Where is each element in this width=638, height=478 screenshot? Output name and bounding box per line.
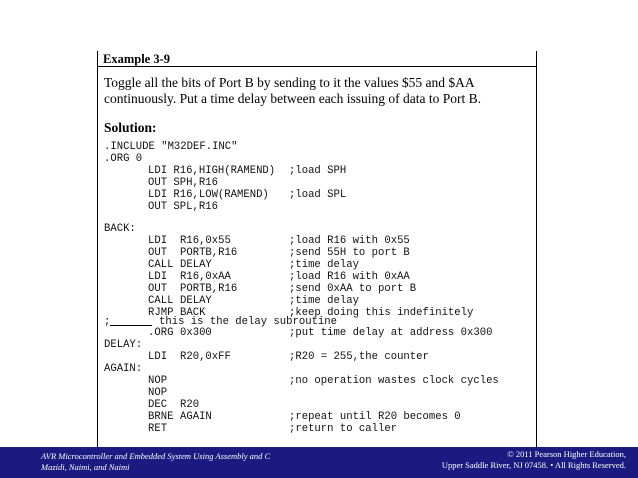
code-line — [104, 411, 461, 423]
code-line — [104, 177, 218, 189]
code-line — [104, 351, 429, 363]
opcode: OUT — [148, 283, 168, 295]
opcode: NOP — [148, 375, 168, 387]
code-line — [104, 153, 142, 165]
operands: DELAY — [180, 259, 212, 271]
comment: ;no operation wastes clock cycles — [289, 375, 499, 387]
opcode: LDI — [148, 351, 168, 363]
opcode: CALL — [148, 259, 174, 271]
comment: ;load R16 with 0xAA — [289, 271, 410, 283]
opcode: OUT — [148, 247, 168, 259]
subroutine-comment-line — [104, 316, 338, 328]
code-line — [104, 235, 410, 247]
code-line — [104, 283, 417, 295]
opcode: RJMP — [148, 307, 174, 319]
label-delay: DELAY: — [104, 339, 143, 351]
code-line — [104, 375, 499, 387]
operands: PORTB,R16 — [180, 247, 238, 259]
opcode: .ORG — [148, 327, 174, 339]
org-directive: .ORG 0 — [104, 153, 143, 165]
label-back: BACK: — [104, 223, 136, 235]
opcode: LDI — [148, 235, 168, 247]
footer-copyright-line2: Upper Saddle River, NJ 07458. • All Rights Reserved. — [441, 460, 626, 470]
comment: ;return to caller — [289, 423, 398, 435]
opcode: NOP — [148, 387, 168, 399]
code-line — [104, 141, 238, 153]
footer-copyright-line1: © 2011 Pearson Higher Education, — [507, 449, 626, 459]
code-line — [104, 423, 398, 435]
code-line — [104, 271, 410, 283]
operands: DELAY — [180, 295, 212, 307]
example-header — [98, 51, 536, 67]
comment: ;send 55H to port B — [289, 247, 410, 259]
comment: ;load R16 with 0x55 — [289, 235, 410, 247]
operands: R16,0xAA — [180, 271, 231, 283]
assembly-code-listing — [104, 141, 499, 435]
comment: ;put time delay at address 0x300 — [289, 327, 493, 339]
comment: ;R20 = 255,the counter — [289, 351, 429, 363]
footer-authors: Mazidi, Naimi, and Naimi — [41, 462, 130, 472]
code-line — [104, 387, 168, 399]
opcode: DEC — [148, 399, 168, 411]
operands: 0x300 — [180, 327, 212, 339]
comment: ;send 0xAA to port B — [289, 283, 417, 295]
semicolon: ; — [104, 316, 111, 328]
comment-dash — [110, 325, 152, 326]
code-line — [104, 189, 347, 201]
operands: AGAIN — [180, 411, 212, 423]
footer-book-info — [41, 451, 270, 473]
textbook-page-scan — [97, 51, 537, 447]
code-line — [104, 259, 359, 271]
comment: ;time delay — [289, 295, 359, 307]
comment: ;repeat until R20 becomes 0 — [289, 411, 461, 423]
comment: ;load SPL — [289, 189, 347, 201]
footer-copyright — [442, 449, 626, 471]
operands: R20 — [180, 399, 200, 411]
include-directive: .INCLUDE "M32DEF.INC" — [104, 141, 238, 153]
code-line — [104, 295, 359, 307]
slide-footer — [0, 447, 638, 478]
code-line — [104, 223, 142, 235]
code-line — [104, 247, 410, 259]
footer-book-title: AVR Microcontroller and Embedded System Using Assembly and C — [41, 451, 271, 461]
opcode: RET — [148, 423, 168, 435]
code-line — [104, 339, 142, 351]
code-line — [104, 165, 347, 177]
code-line — [104, 201, 218, 213]
opcode: CALL — [148, 295, 174, 307]
code-line — [104, 363, 142, 375]
operands: BACK — [180, 307, 206, 319]
operands: PORTB,R16 — [180, 283, 238, 295]
comment: ;time delay — [289, 259, 359, 271]
code-line — [104, 399, 200, 411]
opcode: BRNE — [148, 411, 174, 423]
instruction: OUT SPL,R16 — [148, 201, 218, 213]
operands: R20,0xFF — [180, 351, 231, 363]
operands: R16,0x55 — [180, 235, 231, 247]
instruction: LDI R16,LOW(RAMEND) — [148, 189, 269, 201]
solution-label: Solution: — [104, 120, 157, 135]
code-line — [104, 327, 493, 339]
subroutine-comment: this is the delay subroutine — [159, 316, 338, 328]
instruction: LDI R16,HIGH(RAMEND) — [148, 165, 276, 177]
problem-statement: Toggle all the bits of Port B by sending to it the values $55 and $AA continuously. Put a time delay between each issuing of data to Port B. — [104, 75, 482, 106]
comment: ;keep doing this indefinitely — [289, 307, 474, 319]
opcode: LDI — [148, 271, 168, 283]
label-again: AGAIN: — [104, 363, 143, 375]
example-title: Example 3-9 — [103, 52, 171, 66]
comment: ;load SPH — [289, 165, 347, 177]
instruction: OUT SPH,R16 — [148, 177, 218, 189]
